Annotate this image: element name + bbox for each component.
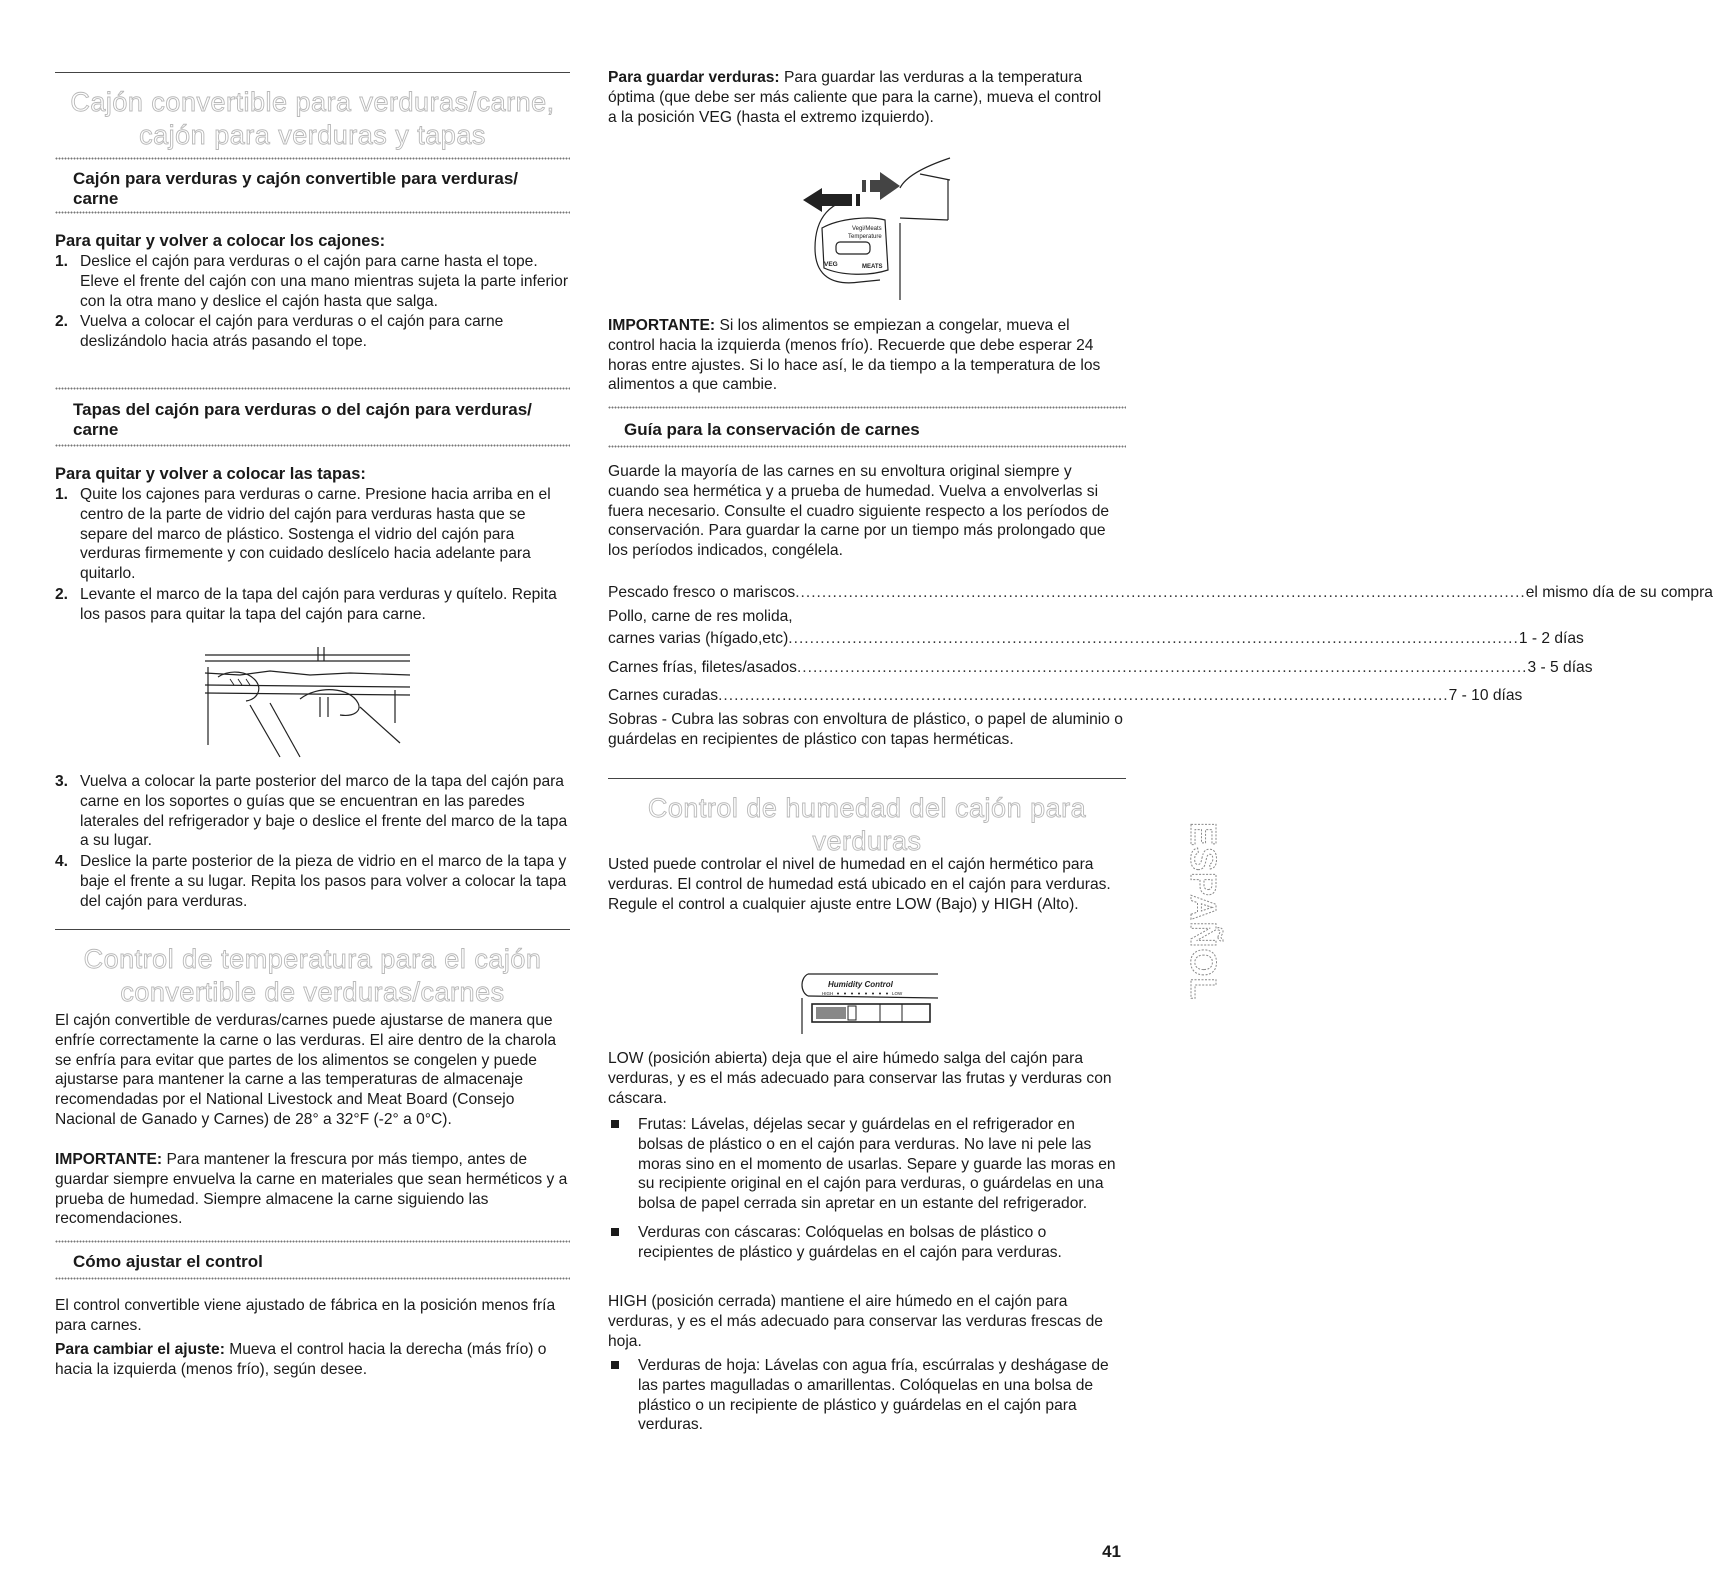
paragraph-humidity-high: HIGH (posición cerrada) mantiene el aire húmedo en el cajón para verduras, y es el más adecuado para conservar las verduras frescas de hoja. xyxy=(608,1293,1103,1350)
svg-text:Humidity Control: Humidity Control xyxy=(828,980,893,989)
page-number: 41 xyxy=(1102,1542,1121,1561)
subheading-crisper-drawers: Cajón para verduras y cajón convertible para verduras/ carne xyxy=(73,169,519,208)
section-rule xyxy=(608,778,1126,779)
svg-text:MEATS: MEATS xyxy=(862,264,883,270)
svg-text:ESPAÑOL: ESPAÑOL xyxy=(1183,822,1224,1001)
svg-text:LOW: LOW xyxy=(892,991,903,996)
dotted-rule xyxy=(55,1277,570,1280)
step-item: 1. Deslice el cajón para verduras o el cajón para carne hasta el tope. Eleve el frente del cajón con una mano mientras sujeta la parte inferior con la otra mano y deslice el cajón hasta que salga. xyxy=(55,253,569,310)
svg-text:VEG: VEG xyxy=(824,261,838,268)
chart-row: carnes varias (hígado,etc) ..... 1 - 2 días xyxy=(608,628,1125,651)
step-item: 1. Quite los cajones para verduras o carne. Presione hacia arriba en el centro de la parte de vidrio del cajón para verduras hasta que se separe del marco de plástico. Sostenga el vidrio del cajón para verduras firmemente y con cuidado deslícelo hacia adelante para quitarlo. xyxy=(55,486,551,583)
paragraph-dial-important: IMPORTANTE: Si los alimentos se empiezan a congelar, mueva el control hacia la izquierda (menos frío). Recuerde que debe esperar 24 horas entre ajustes. Si lo hace así, le da tiempo a la temperatura de los alimentos a que cambie. xyxy=(608,317,1101,394)
subheading-crisper-covers: Tapas del cajón para verduras o del cajón para verduras/ carne xyxy=(73,400,532,439)
dotted-rule xyxy=(608,406,1126,409)
humidity-control-illustration xyxy=(790,970,940,1042)
paragraph-meat-storage: Guarde la mayoría de las carnes en su envoltura original siempre y cuando sea hermética y a prueba de humedad. Vuelva a envolverlas si fuera necesario. Consulte el cuadro siguiente respecto a los períodos de conservación. Para guardar la carne por un tiempo más prolongado que los períodos indicados, congélela. xyxy=(608,463,1110,560)
step-item: 3. Vuelva a colocar la parte posterior del marco de la tapa del cajón para carne en los soportes o guías que se encuentran en las paredes laterales del refrigerador y baje o deslice el frente del marco de la tapa a su lugar. xyxy=(55,773,568,850)
chart-row: Carnes curadas ..... 7 - 10 días xyxy=(608,685,1125,708)
steps-covers-b xyxy=(55,772,570,913)
cover-removal-illustration xyxy=(200,645,415,765)
svg-text:HIGH: HIGH xyxy=(822,991,834,996)
bullets-high-setting xyxy=(608,1356,1123,1435)
paragraph-temperature-intro: El cajón convertible de verduras/carnes puede ajustarse de manera que enfríe correctamente la carne o las verduras. El aire dentro de la charola se enfría para evitar que partes de los alimentos se congelen y puede ajustarse para mantener la carne a las temperaturas de almacenaje recomendadas por el National Livestock and Meat Board (Consejo Nacional de Ganado y Carnes) de 28° a 32°F (-2° a 0°C). xyxy=(55,1012,556,1128)
subheading-adjust-control: Cómo ajustar el control xyxy=(73,1252,263,1271)
bullets-low-setting xyxy=(608,1115,1123,1263)
meat-storage-chart xyxy=(608,582,1713,708)
paragraph-humidity-intro: Usted puede controlar el nivel de humedad en el cajón hermético para verduras. El control de humedad está ubicado en el cajón para verduras. Regule el control a cualquier ajuste entre LOW (Bajo) y HIGH (Alto). xyxy=(608,856,1111,913)
paragraph-leftovers: Sobras - Cubra las sobras con envoltura de plástico, o papel de aluminio o guárdelas en recipientes de plástico con tapas herméticas. xyxy=(608,711,1123,748)
chart-row-prefix: Pollo, carne de res molida, xyxy=(608,607,793,625)
section-rule xyxy=(55,72,570,73)
chart-row: Pescado fresco o mariscos ..... el mismo día de su compra xyxy=(608,582,1125,605)
paragraph-store-vegetables: Para guardar verduras: Para guardar las verduras a la temperatura óptima (que debe ser más caliente que para la carne), mueva el control a la posición VEG (hasta el extremo izquierdo). xyxy=(608,69,1102,126)
dotted-rule xyxy=(55,157,570,160)
bullet-item: Verduras de hoja: Lávelas con agua fría, escúrralas y deshágase de las partes magulladas o amarillentas. Colóquelas en una bolsa de plástico o un recipiente de plástico y guárdelas en el cajón para verduras. xyxy=(608,1356,1123,1435)
dotted-rule xyxy=(55,387,570,390)
paragraph-humidity-low: LOW (posición abierta) deja que el aire húmedo salga del cajón para verduras, y es el más adecuado para conservar las frutas y verduras con cáscara. xyxy=(608,1050,1112,1107)
bullet-item: Frutas: Lávelas, déjelas secar y guárdelas en el refrigerador en bolsas de plástico o en el cajón para verduras. No lave ni pele las moras sino en el momento de usarlas. Separe y guarde las moras en su recipiente original en el cajón para verduras, o guárdelas en una bolsa de papel cerrada sin apretar en un estante del refrigerador. xyxy=(608,1115,1123,1214)
step-item: 2. Vuelva a colocar el cajón para verduras o el cajón para carne deslizándolo hacia atrás pasando el tope. xyxy=(55,313,504,351)
steps-drawers xyxy=(55,252,570,353)
paragraph-temperature-important: IMPORTANTE: Para mantener la frescura por más tiempo, antes de guardar siempre envuelva la carne en materiales que sean herméticos y a prueba de humedad. Siempre almacene la carne siguiendo las recomendaciones. xyxy=(55,1151,568,1228)
section-title-temperature: Control de temperatura para el cajón convertible de verduras/carnes xyxy=(83,944,542,1007)
dotted-rule xyxy=(55,211,570,214)
section-rule xyxy=(55,929,570,930)
section-title-crisper: Cajón convertible para verduras/carne, cajón para verduras y tapas xyxy=(70,87,555,150)
language-side-tab xyxy=(1155,818,1224,1058)
subheading-meat-storage: Guía para la conservación de carnes xyxy=(624,420,920,439)
paragraph-adjust-default: El control convertible viene ajustado de fábrica en la posición menos fría para carnes. xyxy=(55,1297,556,1334)
dotted-rule xyxy=(55,1240,570,1243)
step-item: 4. Deslice la parte posterior de la pieza de vidrio en el marco de la tapa y baje el frente a su lugar. Repita los pasos para volver a colocar la tapa del cajón para verduras. xyxy=(55,853,567,910)
paragraph-adjust-change: Para cambiar el ajuste: Mueva el control hacia la derecha (más frío) o hacia la izquierda (menos frío), según desee. xyxy=(55,1341,547,1378)
bullet-item: Verduras con cáscaras: Colóquelas en bolsas de plástico o recipientes de plástico y guárdelas en el cajón para verduras. xyxy=(608,1223,1123,1263)
svg-text:Vegi/Meats: Vegi/Meats xyxy=(852,226,882,232)
steps-covers-a xyxy=(55,485,570,626)
block-heading-covers: Para quitar y volver a colocar las tapas: xyxy=(55,465,366,483)
svg-text:Temperature: Temperature xyxy=(848,234,882,240)
section-title-humidity: Control de humedad del cajón para verduras xyxy=(647,793,1087,856)
dotted-rule xyxy=(55,444,570,447)
dotted-rule xyxy=(608,445,1126,448)
temperature-dial-illustration xyxy=(800,158,960,303)
chart-row: Carnes frías, filetes/asados ..... 3 - 5 días xyxy=(608,657,1125,680)
block-heading-drawers: Para quitar y volver a colocar los cajones: xyxy=(55,232,386,250)
step-item: 2. Levante el marco de la tapa del cajón para verduras y quítelo. Repita los pasos para quitar la tapa del cajón para carne. xyxy=(55,585,557,623)
